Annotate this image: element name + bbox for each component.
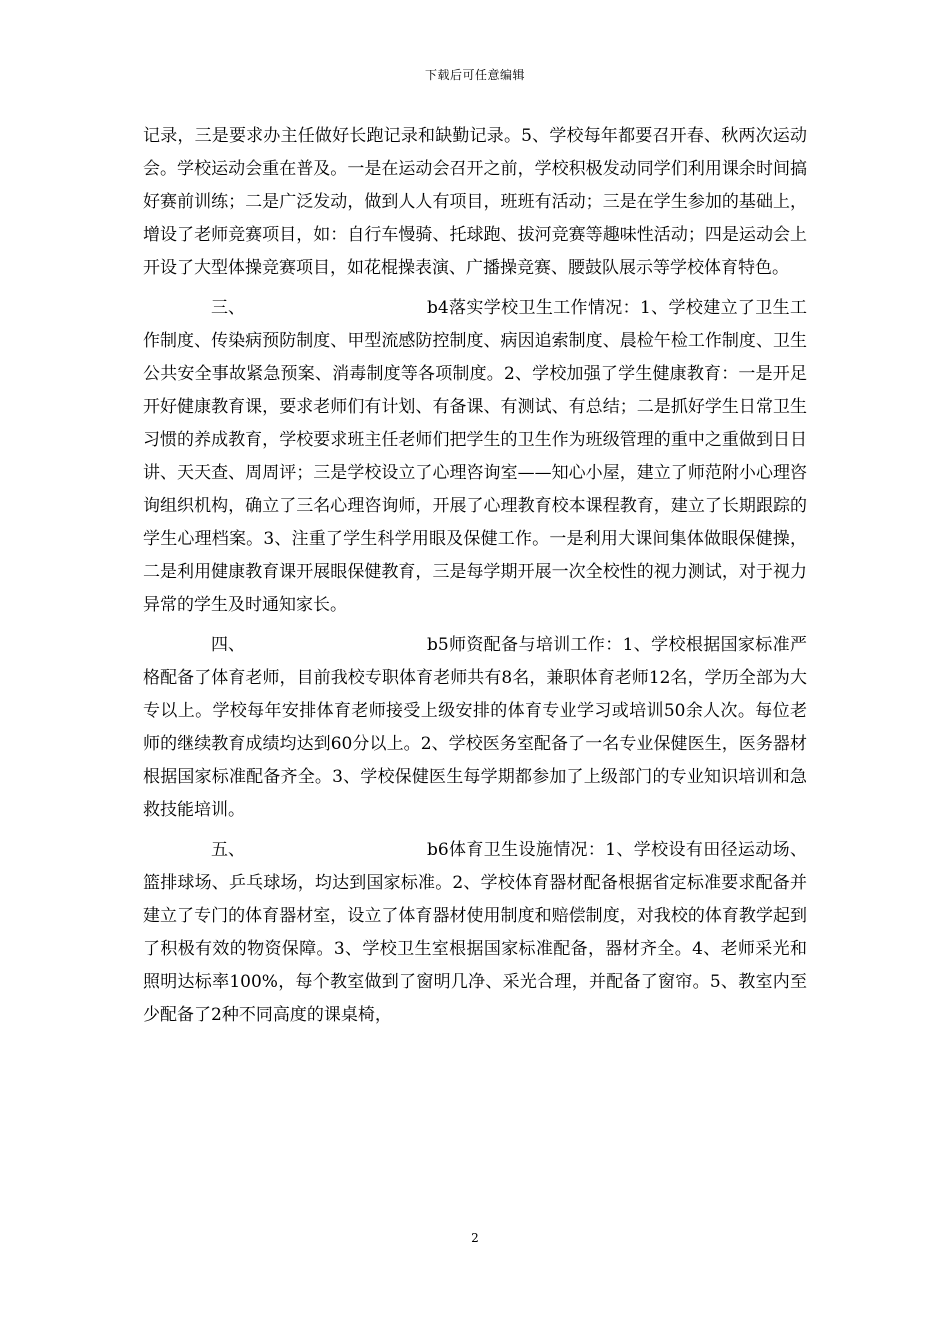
paragraph-continuation [143,120,807,285]
page-header: 下载后可任意编辑 [424,68,525,82]
paragraph-section-4 [143,629,807,827]
section-number: 三、 [211,298,245,318]
paragraph-text: 记录，三是要求办主任做好长跑记录和缺勤记录。5、学校每年都要召开春、秋两次运动会。学校运动会重在普及。一是在运动会召开之前，学校积极发动同学们利用课余时间搞好赛前训练；二是广泛发动，做到人人有项目，班班有活动；三是在学生参加的基础上，增设了老师竞赛项目，如：自行车慢骑、托球跑、拔河竞赛等趣味性活动；四是运动会上开设了大型体操竞赛项目，如花棍操表演、广播操竞赛、腰鼓队展示等学校体育特色。 [143,126,807,278]
paragraph-section-5 [143,834,807,1032]
page-number: 2 [471,1231,479,1245]
paragraph-text: b5师资配备与培训工作：1、学校根据国家标准严格配备了体育老师，目前我校专职体育老师共有8名，兼职体育老师12名，学历全部为大专以上。学校每年安排体育老师接受上级安排的体育专业学习或培训50余人次。每位老师的继续教育成绩均达到60分以上。2、学校医务室配备了一名专业保健医生，医务器材根据国家标准配备齐全。3、学校保健医生每学期都参加了上级部门的专业知识培训和急救技能培训。 [143,635,807,820]
paragraph-text: b4落实学校卫生工作情况：1、学校建立了卫生工作制度、传染病预防制度、甲型流感防控制度、病因追索制度、晨检午检工作制度、卫生公共安全事故紧急预案、消毒制度等各项制度。2、学校加强了学生健康教育：一是开足开好健康教育课，要求老师们有计划、有备课、有测试、有总结；二是抓好学生日常卫生习惯的养成教育，学校要求班主任老师们把学生的卫生作为班级管理的重中之重做到日日讲、天天查、周周评；三是学校设立了心理咨询室——知心小屋，建立了师范附小心理咨询组织机构，确立了三名心理咨询师，开展了心理教育校本课程教育，建立了长期跟踪的学生心理档案。3、注重了学生科学用眼及保健工作。一是利用大课间集体做眼保健操，二是利用健康教育课开展眼保健教育，三是每学期开展一次全校性的视力测试，对于视力异常的学生及时通知家长。 [143,298,807,615]
section-number: 四、 [211,635,245,655]
paragraph-section-3 [143,292,807,622]
document-body [143,120,807,1032]
section-number: 五、 [211,840,245,860]
paragraph-text: b6体育卫生设施情况：1、学校设有田径运动场、篮排球场、乒乓球场，均达到国家标准。2、学校体育器材配备根据省定标准要求配备并建立了专门的体育器材室，设立了体育器材使用制度和赔偿制度，对我校的体育教学起到了积极有效的物资保障。3、学校卫生室根据国家标准配备，器材齐全。4、老师采光和照明达标率100%，每个教室做到了窗明几净、采光合理，并配备了窗帘。5、教室内至少配备了2种不同高度的课桌椅， [143,840,807,1025]
